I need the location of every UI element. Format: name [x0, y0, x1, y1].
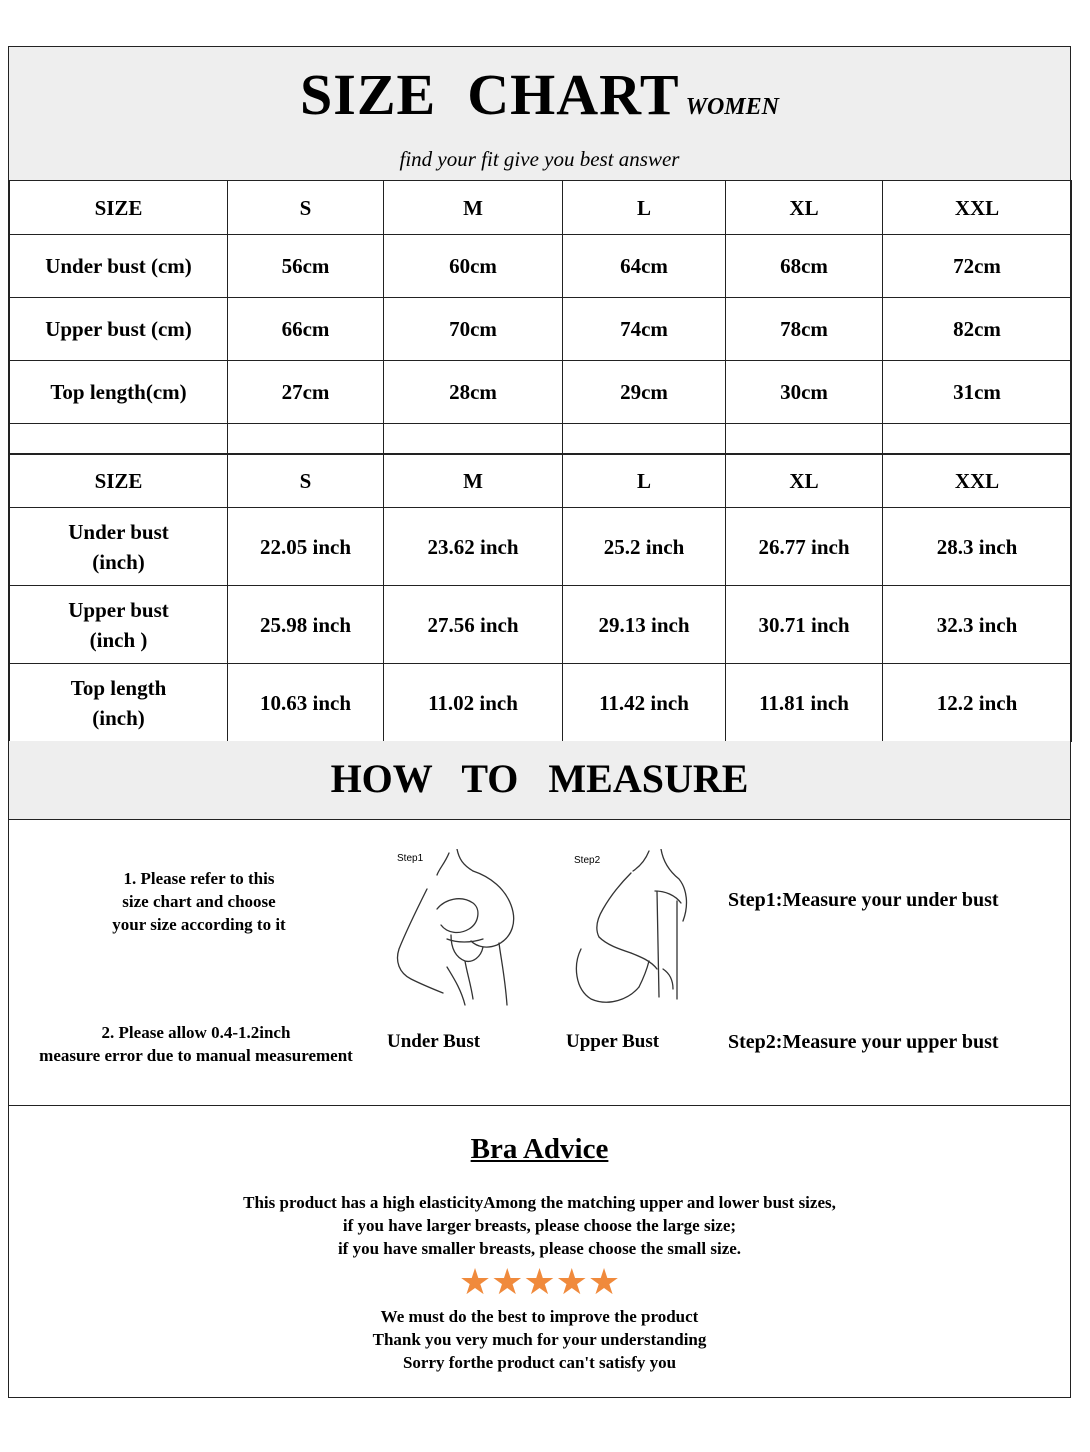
table-cell: 11.02 inch	[384, 664, 563, 742]
table-cell: 78cm	[726, 298, 883, 361]
table-cell: 66cm	[228, 298, 384, 361]
title-suffix: WOMEN	[685, 94, 779, 120]
table-cell: 70cm	[384, 298, 563, 361]
row-label: Upper bust (inch )	[10, 586, 228, 664]
table-row	[10, 235, 1072, 298]
bra-advice-section	[9, 1105, 1070, 1399]
table-cell: 31cm	[883, 361, 1072, 424]
instruction-note-2: 2. Please allow 0.4-1.2inch measure error due to manual measurement	[39, 1023, 353, 1065]
table-cell: 29.13 inch	[563, 586, 726, 664]
page-subtitle: find your fit give you best answer	[399, 147, 680, 171]
table-cell: 60cm	[384, 235, 563, 298]
spacer-row	[10, 424, 1072, 455]
upper-bust-caption: Upper Bust	[566, 1031, 660, 1052]
column-header: XXL	[883, 181, 1072, 235]
five-star-rating-icon: ★★★★★	[458, 1262, 621, 1303]
table-row	[10, 664, 1072, 742]
size-chart-frame	[8, 46, 1071, 1398]
column-header: S	[228, 181, 384, 235]
table-cell: 56cm	[228, 235, 384, 298]
column-header: M	[384, 181, 563, 235]
table-cell: 12.2 inch	[883, 664, 1072, 742]
table-cell: 23.62 inch	[384, 508, 563, 586]
table-cell: 30.71 inch	[726, 586, 883, 664]
upper-bust-illustration	[569, 849, 694, 1009]
table-cell: 72cm	[883, 235, 1072, 298]
step2-small-label: Step2	[574, 855, 601, 866]
cm-table-header-row	[10, 181, 1072, 235]
table-cell: 82cm	[883, 298, 1072, 361]
row-label: Under bust (inch)	[10, 508, 228, 586]
how-to-measure-band	[9, 741, 1070, 820]
table-cell: 25.2 inch	[563, 508, 726, 586]
column-header: SIZE	[10, 454, 228, 508]
table-cell: 27cm	[228, 361, 384, 424]
table-row	[10, 298, 1072, 361]
table-row	[10, 361, 1072, 424]
measurement-section	[9, 819, 1070, 1106]
under-bust-caption: Under Bust	[387, 1031, 481, 1052]
step2-instruction: Step2:Measure your upper bust	[728, 1031, 999, 1053]
advice-paragraph: This product has a high elasticityAmong the matching upper and lower bust sizes, if you have larger breasts, please choose the large size; if you have smaller breasts, please choose the small size.	[243, 1193, 836, 1258]
table-cell: 26.77 inch	[726, 508, 883, 586]
column-header: XL	[726, 181, 883, 235]
row-label: Top length(cm)	[10, 361, 228, 424]
column-header: S	[228, 454, 384, 508]
table-cell: 68cm	[726, 235, 883, 298]
table-cell: 64cm	[563, 235, 726, 298]
table-cell: 29cm	[563, 361, 726, 424]
table-row	[10, 586, 1072, 664]
table-cell: 22.05 inch	[228, 508, 384, 586]
closing-message: We must do the best to improve the product Thank you very much for your understanding Sorry forthe product can't satisfy you	[372, 1307, 707, 1372]
page-title: SIZE CHART WOMEN	[300, 62, 779, 127]
column-header: SIZE	[10, 181, 228, 235]
column-header: XL	[726, 454, 883, 508]
table-cell: 74cm	[563, 298, 726, 361]
under-bust-illustration	[387, 849, 537, 1009]
table-cell: 25.98 inch	[228, 586, 384, 664]
inch-size-table	[9, 453, 1072, 742]
column-header: L	[563, 454, 726, 508]
instruction-note-1: 1. Please refer to this size chart and choose your size according to it	[112, 869, 286, 934]
row-label: Top length (inch)	[10, 664, 228, 742]
table-row	[10, 508, 1072, 586]
column-header: L	[563, 181, 726, 235]
bra-advice-title: Bra Advice	[470, 1133, 609, 1165]
table-cell: 10.63 inch	[228, 664, 384, 742]
column-header: M	[384, 454, 563, 508]
table-cell: 32.3 inch	[883, 586, 1072, 664]
table-cell: 30cm	[726, 361, 883, 424]
table-cell: 28.3 inch	[883, 508, 1072, 586]
table-cell: 11.42 inch	[563, 664, 726, 742]
table-cell: 27.56 inch	[384, 586, 563, 664]
inch-table-header-row	[10, 454, 1072, 508]
how-to-measure-title: HOW TO MEASURE	[330, 756, 749, 801]
step1-instruction: Step1:Measure your under bust	[728, 889, 999, 911]
title-band	[9, 47, 1070, 181]
column-header: XXL	[883, 454, 1072, 508]
table-cell: 11.81 inch	[726, 664, 883, 742]
step1-small-label: Step1	[397, 853, 424, 864]
table-cell: 28cm	[384, 361, 563, 424]
cm-size-table	[9, 180, 1072, 455]
row-label: Under bust (cm)	[10, 235, 228, 298]
row-label: Upper bust (cm)	[10, 298, 228, 361]
